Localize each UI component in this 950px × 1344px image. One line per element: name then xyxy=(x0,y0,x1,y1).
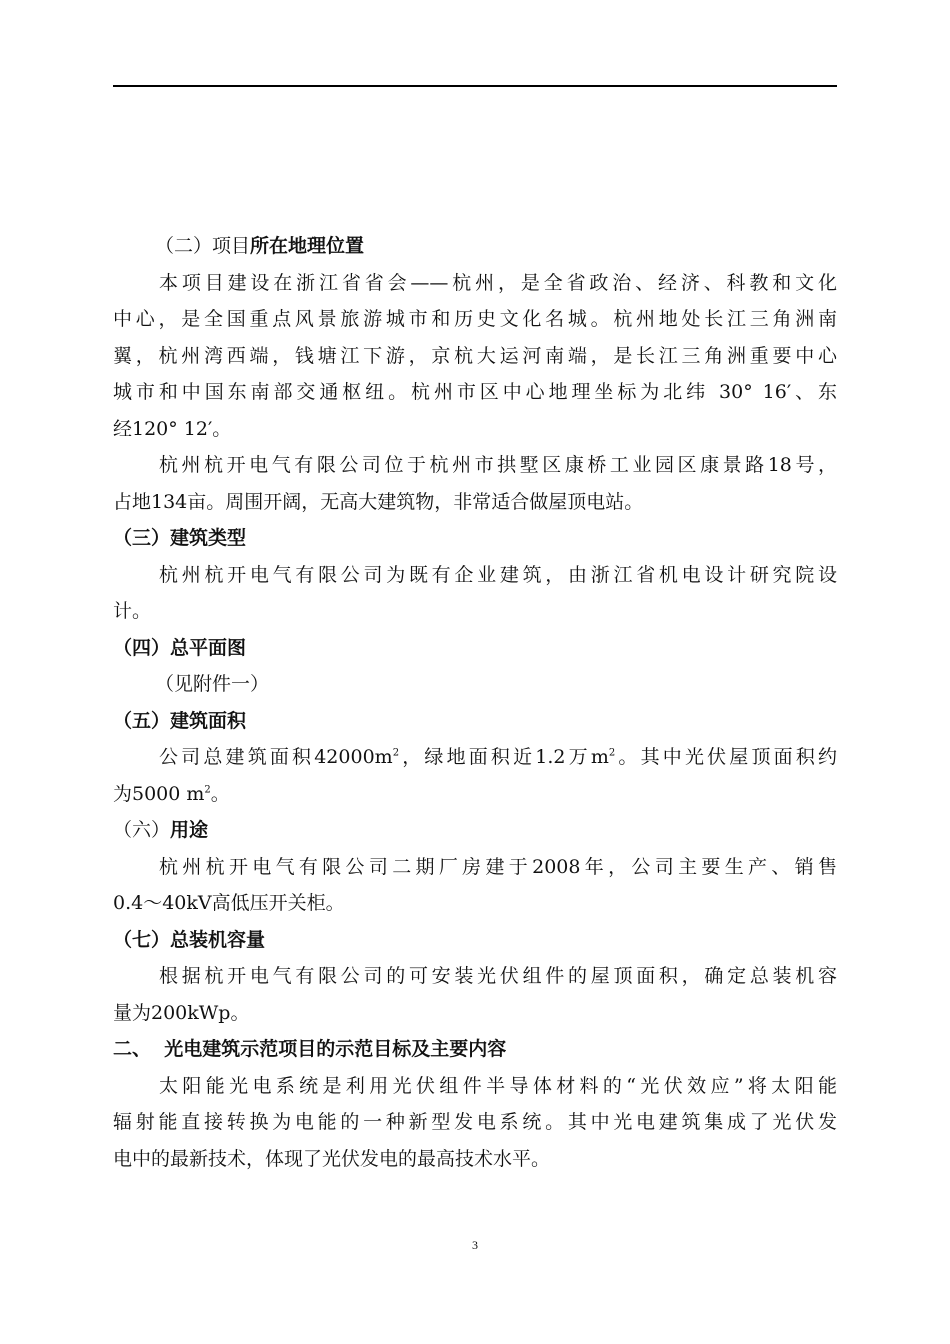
paragraph-line: 量为200kWp。 xyxy=(113,1001,250,1024)
paragraph-line: 为5000 $m^2$。 xyxy=(113,782,230,805)
paragraph-line: 经120° 12′。 xyxy=(113,417,232,440)
paragraph-line: 计。 xyxy=(113,600,152,622)
heading-section-2: 二、 光电建筑示范项目的示范目标及主要内容 xyxy=(113,1038,507,1060)
paragraph-line: 杭州杭开电气有限公司为既有企业建筑，由浙江省机电设计研究院设 xyxy=(159,563,837,586)
heading-building-type: （三）建筑类型 xyxy=(113,527,247,549)
paragraph-line: 杭州杭开电气有限公司位于杭州市拱墅区康桥工业园区康景路18号， xyxy=(159,454,837,476)
heading-installed-capacity: （七）总装机容量 xyxy=(113,928,266,951)
header-rule xyxy=(113,85,837,87)
heading-geo-location: （二）项目所在地理位置 xyxy=(155,235,365,257)
paragraph-line: 杭州杭开电气有限公司二期厂房建于2008年，公司主要生产、销售 xyxy=(159,855,837,878)
paragraph-line: 0.4～40kV高低压开关柜。 xyxy=(113,892,345,914)
document-body xyxy=(113,228,837,1177)
paragraph-line: 公司总建筑面积$42000m^2$，绿地面积近1.2万$m^2$。其中光伏屋顶面积约 xyxy=(159,746,837,768)
paragraph-line: 辐射能直接转换为电能的一种新型发电系统。其中光电建筑集成了光伏发 xyxy=(113,1111,837,1133)
paragraph-line: 中心，是全国重点风景旅游城市和历史文化名城。杭州地处长江三角洲南 xyxy=(113,308,837,330)
paragraph-line: 电中的最新技术，体现了光伏发电的最高技术水平。 xyxy=(113,1147,551,1170)
paragraph-line: 翼，杭州湾西端，钱塘江下游，京杭大运河南端，是长江三角洲重要中心 xyxy=(113,344,837,367)
heading-usage: （六）用途 xyxy=(113,819,209,841)
paragraph-line: 太阳能光电系统是利用光伏组件半导体材料的“光伏效应”将太阳能 xyxy=(159,1074,837,1097)
heading-site-plan: （四）总平面图 xyxy=(113,636,247,659)
paragraph-line: 城市和中国东南部交通枢纽。杭州市区中心地理坐标为北纬 30° 16′、东 xyxy=(113,381,837,403)
paragraph-line: 根据杭开电气有限公司的可安装光伏组件的屋顶面积，确定总装机容 xyxy=(159,965,837,987)
heading-building-area: （五）建筑面积 xyxy=(113,709,247,732)
paragraph-line: 本项目建设在浙江省省会——杭州，是全省政治、经济、科教和文化 xyxy=(159,271,837,294)
paragraph-line: 占地134亩。周围开阔，无高大建筑物，非常适合做屋顶电站。 xyxy=(113,490,644,513)
page-number: 3 xyxy=(472,1238,478,1252)
paragraph-line: （见附件一） xyxy=(155,673,270,695)
